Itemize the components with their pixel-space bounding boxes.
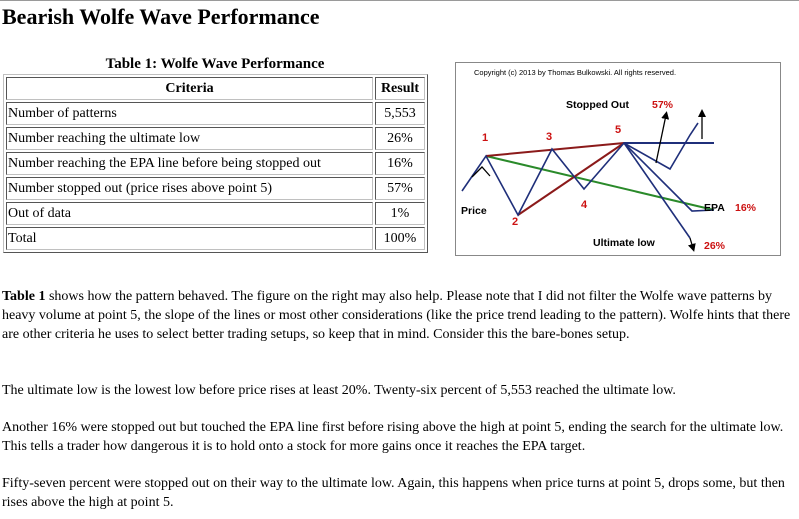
point-label-5: 5 [615, 124, 622, 136]
column-header-result: Result [375, 77, 425, 100]
result-cell: 57% [375, 177, 425, 200]
result-cell: 16% [375, 152, 425, 175]
paragraph-stopped-out: Fifty-seven percent were stopped out on their way to the ultimate low. Again, this happens when price turns at point 5, drops some, but then rises above the high at point 5. [2, 476, 785, 510]
result-cell: 100% [375, 227, 425, 250]
table-reference: Table 1 [2, 289, 46, 304]
result-cell: 1% [375, 202, 425, 225]
stopped-out-pct: 57% [652, 99, 674, 111]
criteria-cell: Out of data [6, 202, 373, 225]
wolfe-wave-diagram [456, 63, 780, 255]
table-row [6, 127, 425, 150]
result-cell: 5,553 [375, 102, 425, 125]
stopped-out-arrow [656, 115, 666, 163]
ultimate-low-label: Ultimate low [593, 237, 655, 249]
price-label: Price [461, 205, 487, 217]
ultimate-low-pct: 26% [704, 240, 726, 252]
price-path [462, 123, 698, 215]
table-row [6, 202, 425, 225]
paragraph-text: shows how the pattern behaved. The figure on the right may also help. Please note that I did not filter the Wolfe wave patterns by heavy volume at point 5, the slope of the lines or most other considerations (like the price trend leading to the pattern). Wolfe hints that there are other criteria he uses to select better trading setups, so keep that in mind. Consider this the bare-bones setup. [2, 289, 791, 342]
criteria-cell: Number reaching the EPA line before being stopped out [6, 152, 373, 175]
epa-label: EPA [704, 202, 725, 214]
upper-trend-line [486, 143, 624, 156]
criteria-cell: Number stopped out (price rises above point 5) [6, 177, 373, 200]
table-row [6, 227, 425, 250]
epa-path [624, 143, 714, 211]
top-border [0, 0, 799, 1]
point-label-4: 4 [581, 199, 588, 211]
criteria-cell: Total [6, 227, 373, 250]
copyright-notice: Copyright (c) 2013 by Thomas Bulkowski. All rights reserved. [474, 68, 677, 77]
lower-trend-line [518, 143, 624, 215]
performance-table [3, 74, 428, 253]
column-header-criteria: Criteria [6, 77, 373, 100]
point-label-1: 1 [482, 132, 489, 144]
table-header-row [6, 77, 425, 100]
table-row [6, 102, 425, 125]
point-label-2: 2 [512, 216, 519, 228]
stopped-out-label: Stopped Out [566, 99, 629, 111]
criteria-cell: Number of patterns [6, 102, 373, 125]
result-cell: 26% [375, 127, 425, 150]
ultimate-low-arrow [690, 238, 693, 248]
paragraph-table-explanation [2, 287, 794, 344]
epa-line-green [486, 156, 714, 210]
paragraph-ultimate-low: The ultimate low is the lowest low before price rises at least 20%. Twenty-six percent of 5,553 reached the ultimate low. [2, 383, 676, 398]
page-title: Bearish Wolfe Wave Performance [2, 4, 320, 29]
table-row [6, 152, 425, 175]
criteria-cell: Number reaching the ultimate low [6, 127, 373, 150]
wolfe-wave-figure [455, 62, 781, 256]
epa-pct: 16% [735, 202, 757, 214]
paragraph-epa: Another 16% were stopped out but touched the EPA line first before rising above the high at point 5, ending the search for the ultimate low. This tells a trader how dangerous it is to hold onto a stock for more gains once it reaches the EPA target. [2, 420, 784, 454]
table-caption: Table 1: Wolfe Wave Performance [105, 56, 325, 72]
point-label-3: 3 [546, 131, 553, 143]
table-row [6, 177, 425, 200]
